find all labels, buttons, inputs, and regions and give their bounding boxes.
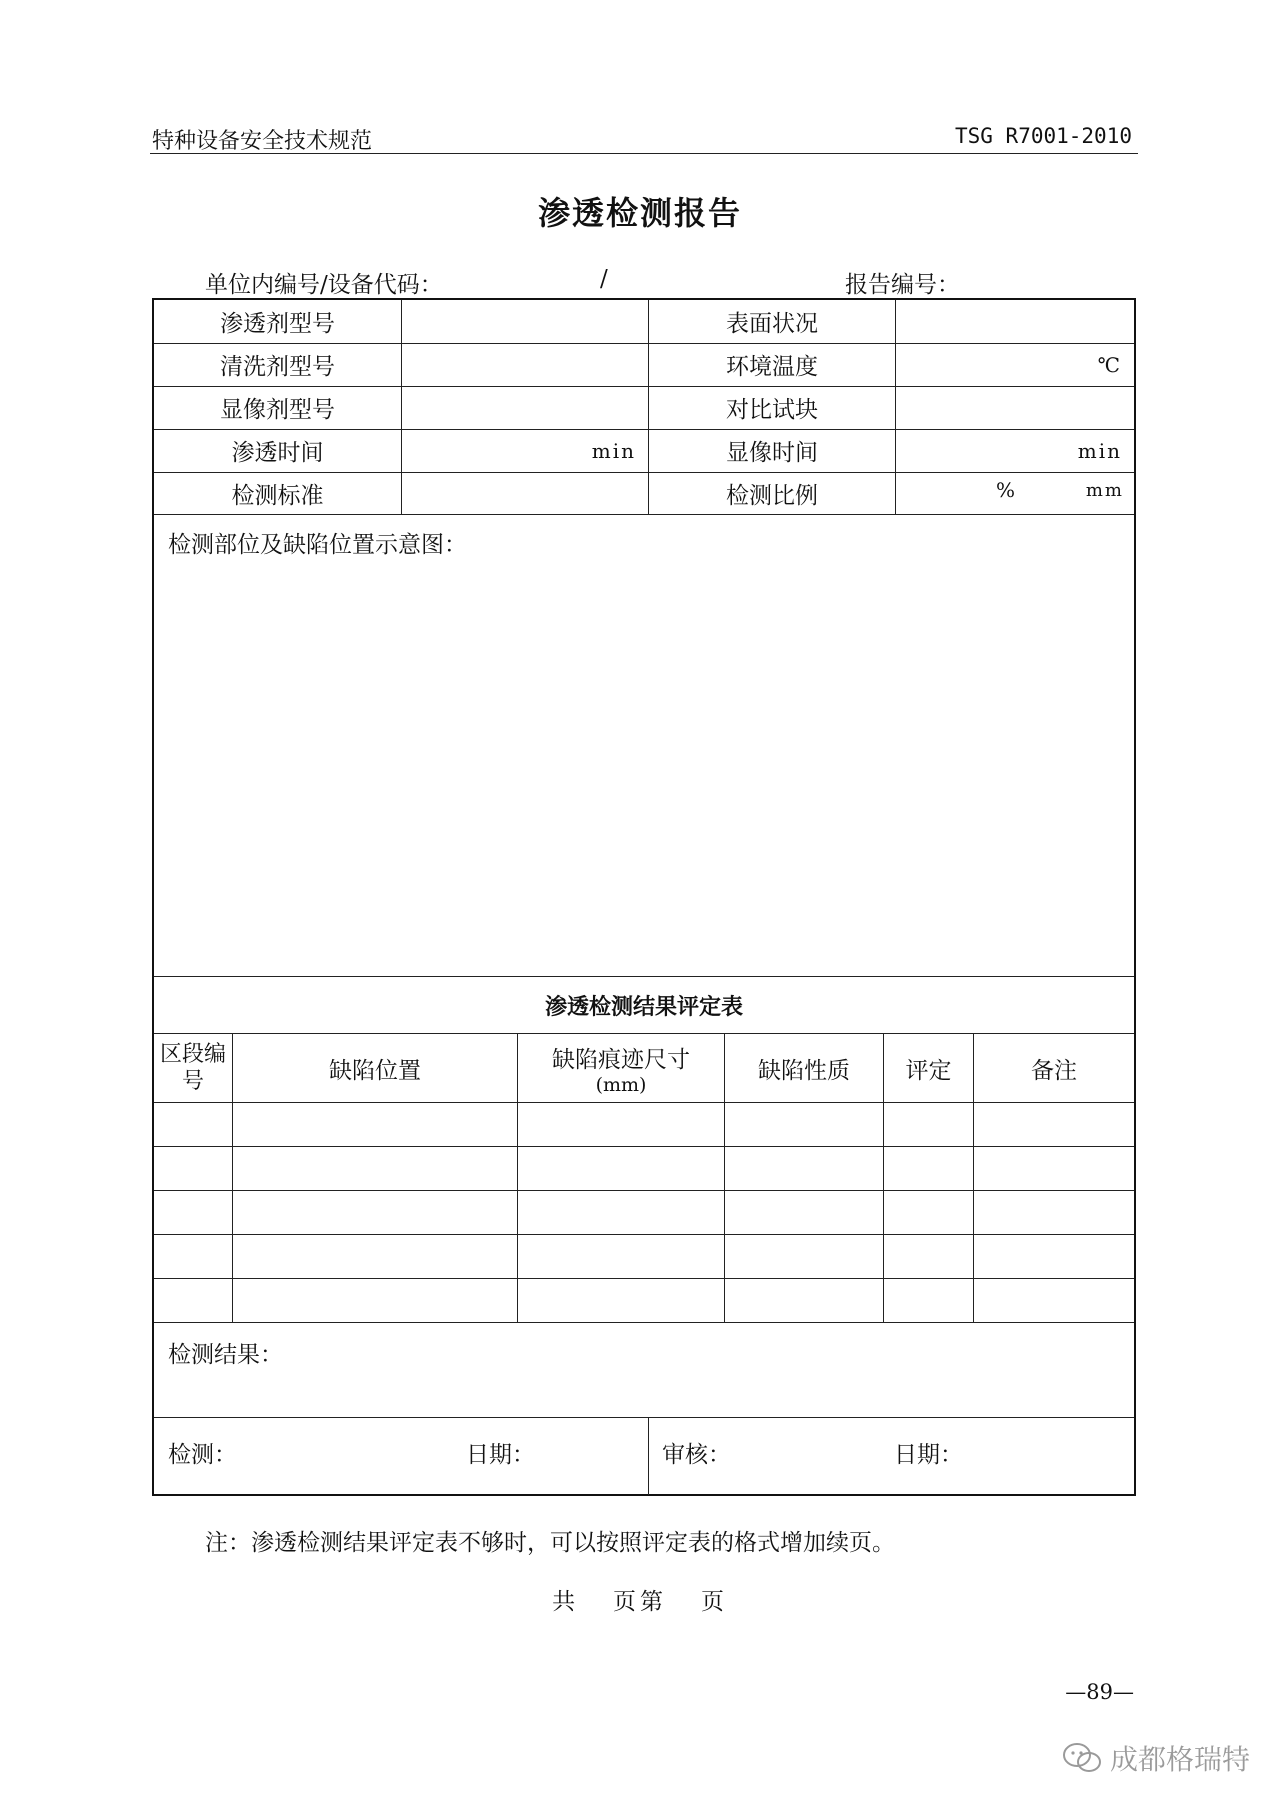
percent-unit: %	[996, 478, 1018, 502]
param-label-surface: 表面状况	[726, 311, 818, 337]
mm-unit: mm	[1085, 480, 1124, 501]
result-label: 检测结果：	[168, 1342, 283, 1368]
param-label-standard: 检测标准	[231, 483, 324, 509]
unit-code-label: 单位内编号/设备代码：	[205, 272, 443, 298]
min-unit: min	[1077, 438, 1122, 463]
header-code: TSG R7001-2010	[954, 124, 1132, 148]
page-number: —89—	[1065, 1680, 1134, 1704]
param-label-penetrant: 渗透剂型号	[220, 311, 335, 337]
param-value-develop-time[interactable]	[896, 429, 1134, 472]
param-value-ratio[interactable]	[896, 472, 1134, 515]
param-label-ratio: 检测比例	[726, 483, 818, 509]
param-value-cleaner[interactable]	[402, 343, 648, 386]
pager-page: 页	[700, 1589, 728, 1615]
header-divider	[150, 153, 1138, 154]
param-label-develop-time: 显像时间	[726, 440, 818, 466]
celsius-unit: ℃	[1097, 352, 1122, 377]
inspector-label: 检测：	[168, 1442, 237, 1468]
col-header-remarks: 备注	[1031, 1057, 1077, 1084]
reviewer-label: 审核：	[662, 1442, 731, 1468]
col-header-defect-nature: 缺陷性质	[758, 1057, 850, 1084]
col-header-defect-size	[518, 1034, 724, 1102]
param-label-dwell-time: 渗透时间	[231, 440, 324, 466]
param-value-dwell-time[interactable]	[402, 429, 648, 472]
page-counter	[0, 1583, 1280, 1616]
col-header-rating: 评定	[905, 1057, 952, 1084]
page-title: 渗透检测报告	[537, 194, 742, 232]
report-table	[152, 298, 1136, 1496]
table-row[interactable]	[154, 1279, 1134, 1322]
col-header-defect-location: 缺陷位置	[329, 1057, 421, 1084]
param-value-ambient-temp[interactable]	[896, 343, 1134, 386]
table-row[interactable]	[154, 1103, 1134, 1146]
table-row[interactable]	[154, 1191, 1134, 1234]
col-header-defect-size-text: 缺陷痕迹尺寸	[552, 1046, 690, 1073]
header-title: 特种设备安全技术规范	[152, 129, 373, 154]
unit-code-value: /	[600, 266, 608, 292]
param-label-developer: 显像剂型号	[220, 397, 335, 423]
result-area[interactable]	[154, 1376, 1134, 1416]
eval-table-title: 渗透检测结果评定表	[544, 994, 743, 1020]
report-no-label: 报告编号：	[845, 272, 960, 298]
inspect-date-label: 日期：	[466, 1442, 535, 1468]
pager-total: 共	[552, 1589, 580, 1615]
param-value-penetrant[interactable]	[402, 300, 648, 343]
col-header-defect-size-unit: (mm)	[595, 1073, 647, 1096]
param-value-standard[interactable]	[402, 472, 648, 515]
watermark-text: 成都格瑞特	[1109, 1743, 1250, 1776]
sketch-label: 检测部位及缺陷位置示意图：	[168, 532, 467, 558]
footnote: 注：渗透检测结果评定表不够时，可以按照评定表的格式增加续页。	[205, 1530, 895, 1556]
watermark	[1062, 1738, 1250, 1778]
wechat-icon	[1062, 1741, 1102, 1775]
param-value-developer[interactable]	[402, 386, 648, 429]
param-label-ambient-temp: 环境温度	[726, 354, 818, 380]
review-date-label: 日期：	[894, 1442, 963, 1468]
pager-nth: 第	[640, 1589, 667, 1615]
param-value-surface[interactable]	[896, 300, 1134, 343]
sketch-area[interactable]	[154, 566, 1134, 976]
min-unit: min	[591, 438, 636, 463]
pager-page: 页	[613, 1589, 640, 1615]
param-label-reference-block: 对比试块	[726, 397, 818, 423]
param-value-reference-block[interactable]	[896, 386, 1134, 429]
table-row[interactable]	[154, 1147, 1134, 1190]
param-label-cleaner: 清洗剂型号	[220, 354, 335, 380]
table-row[interactable]	[154, 1235, 1134, 1278]
col-header-section-no: 区段编号	[159, 1041, 226, 1094]
